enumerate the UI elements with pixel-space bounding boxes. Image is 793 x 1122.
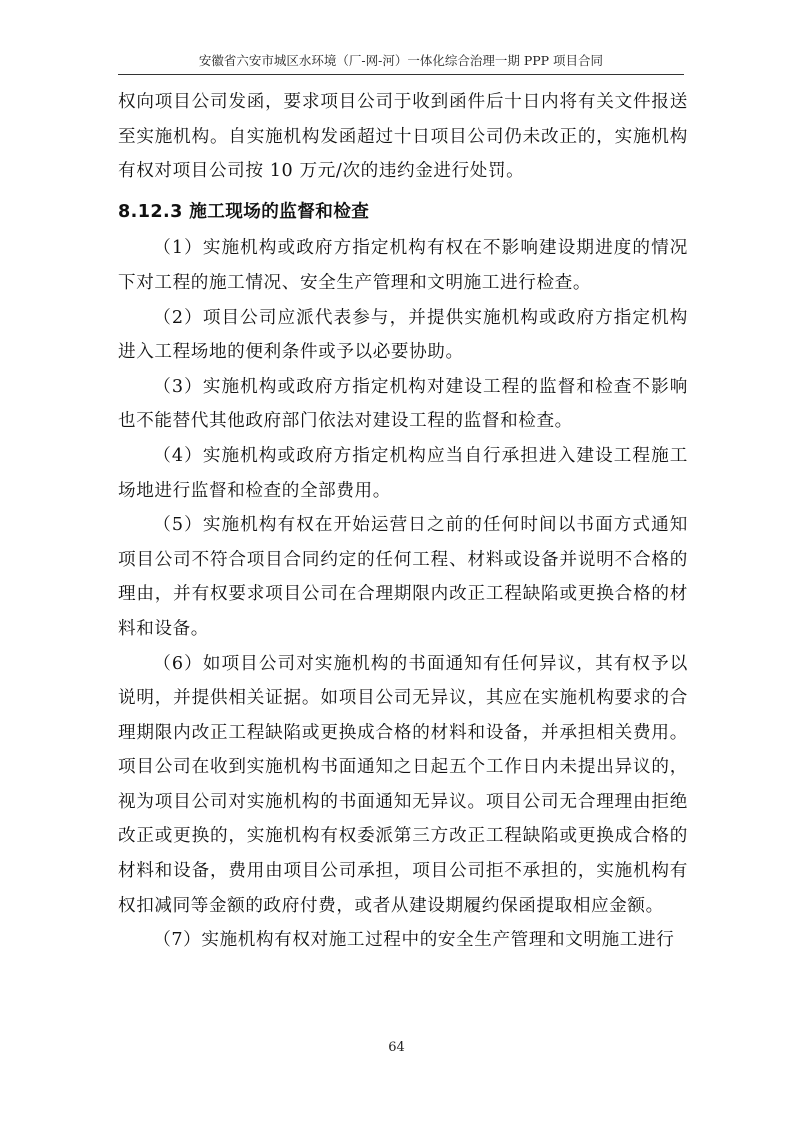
clause-7: （7）实施机构有权对施工过程中的安全生产管理和文明施工进行 [153,930,675,951]
clause-5: （5）实施机构有权在开始运营日之前的任何时间以书面方式通知项目公司不符合项目合同约定的任何工程、材料或设备并说明不合格的理由，并有权要求项目公司在合理期限内改正工程缺陷或更换合格的材料和设备。 [118,515,688,639]
page-number: 64 [388,1040,405,1055]
clause-3: （3）实施机构或政府方指定机构对建设工程的监督和检查不影响也不能替代其他政府部门依法对建设工程的监督和检查。 [118,376,688,432]
header-divider [118,74,684,75]
section-heading: 8.12.3 施工现场的监督和检查 [118,201,370,222]
clause-2: （2）项目公司应派代表参与，并提供实施机构或政府方指定机构进入工程场地的便利条件或予以必要协助。 [118,307,688,363]
clause-6: （6）如项目公司对实施机构的书面通知有任何异议，其有权予以说明，并提供相关证据。如项目公司无异议，其应在实施机构要求的合理期限内改正工程缺陷或更换成合格的材料和设备，并承担相关费用。项目公司在收到实施机构书面通知之日起五个工作日内未提出异议的，视为项目公司对实施机构的书面通知无异议。项目公司无合理理由拒绝改正或更换的，实施机构有权委派第三方改正工程缺陷或更换成合格的材料和设备，费用由项目公司承担，项目公司拒不承担的，实施机构有权扣减同等金额的政府付费，或者从建设期履约保函提取相应金额。 [118,653,688,916]
clause-1: （1）实施机构或政府方指定机构有权在不影响建设期进度的情况下对工程的施工情况、安全生产管理和文明施工进行检查。 [118,238,688,293]
intro-paragraph: 权向项目公司发函，要求项目公司于收到函件后十日内将有关文件报送至实施机构。自实施机构发函超过十日项目公司仍未改正的，实施机构有权对项目公司按 10 万元/次的违约金进行处罚。 [118,92,688,182]
document-body [118,85,688,958]
running-header: 安徽省六安市城区水环境（厂-网-河）一体化综合治理一期 PPP 项目合同 [198,53,604,68]
clause-4: （4）实施机构或政府方指定机构应当自行承担进入建设工程施工场地进行监督和检查的全部费用。 [118,445,688,501]
